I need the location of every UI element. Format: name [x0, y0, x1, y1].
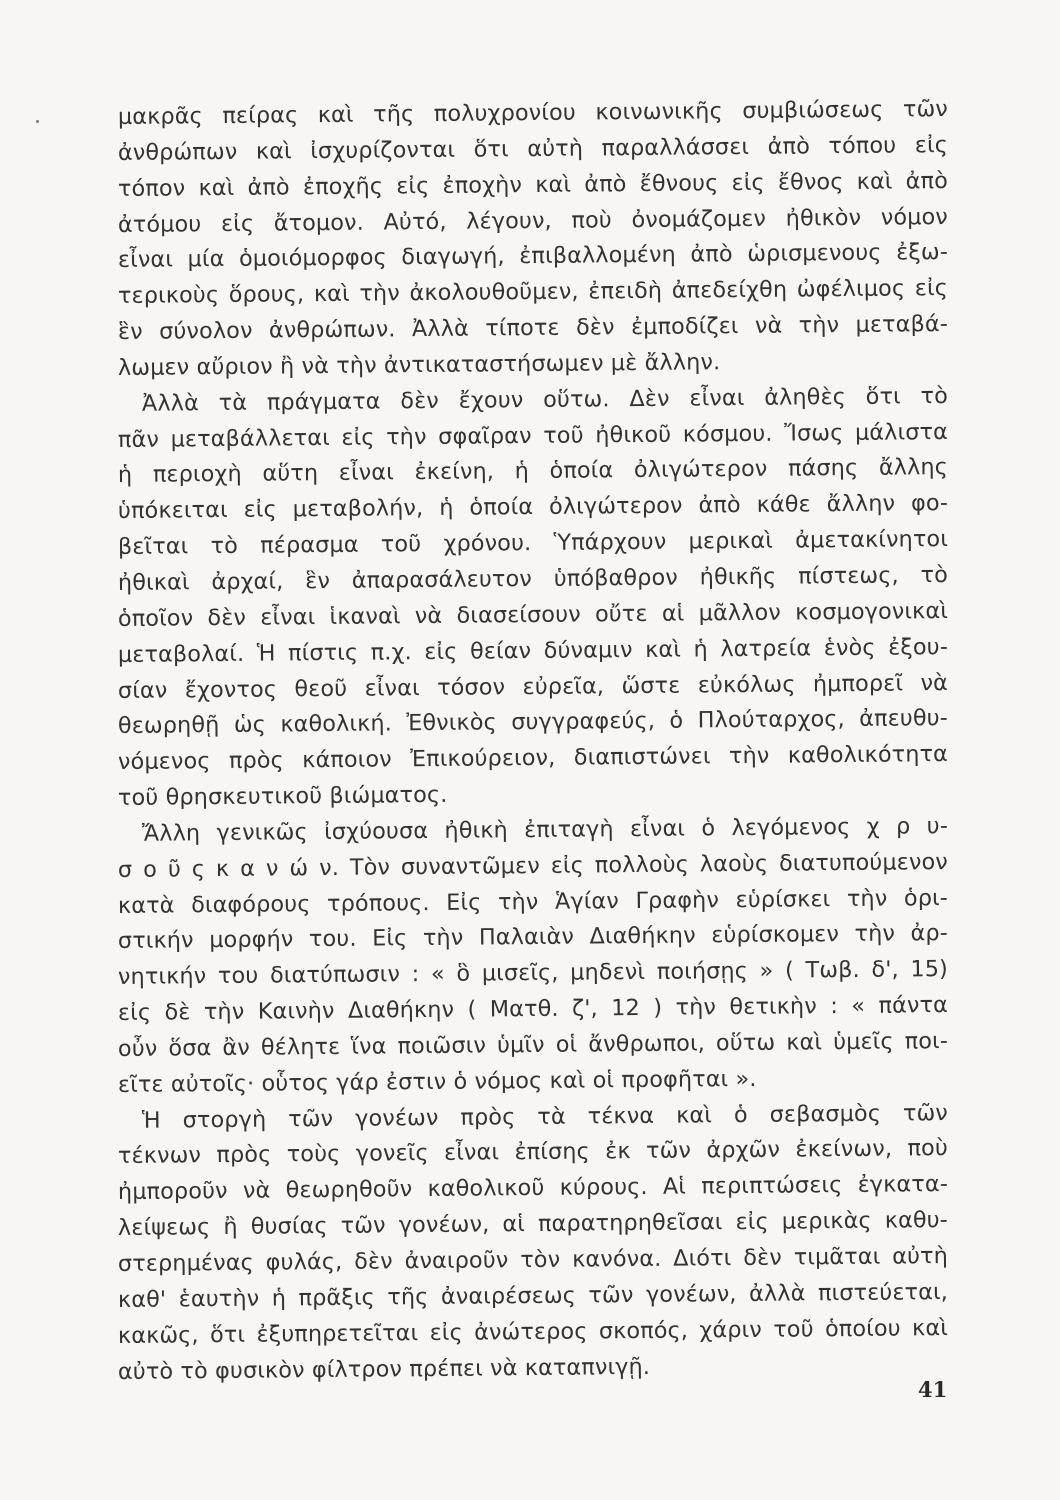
text-line: νητικήν του διατύπωσιν : « ὃ μισεῖς, μηδενὶ ποιήσῃς » ( Τωβ. δ', 15)	[117, 956, 949, 991]
text-line: εἰς δὲ τὴν Καινὴν Διαθήκην ( Ματθ. ζ', 12 ) τὴν θετικὴν : « πάντα	[117, 992, 949, 1027]
text-line: κακῶς, ὅτι ἐξυπηρετεῖται εἰς ἀνώτερος σκοπός, χάριν τοῦ ὁποίου καὶ	[117, 1314, 949, 1349]
text-line: ἀνθρώπων καὶ ἰσχυρίζονται ὅτι αὐτὴ παραλλάσσει ἀπὸ τόπου εἰς	[117, 131, 949, 166]
text-line: ἡ περιοχὴ αὕτη εἶναι ἐκείνη, ἡ ὁποία ὀλιγώτερον πάσης ἄλλης	[117, 454, 949, 489]
text-line: τοῦ θρησκευτικοῦ βιώματος.	[117, 781, 448, 812]
text-line: ἀτόμου εἰς ἄτομον. Αὐτό, λέγουν, ποὺ ὀνομάζομεν ἠθικὸν νόμον	[117, 203, 949, 238]
text-line: πᾶν μεταβάλλεται εἰς τὴν σφαῖραν τοῦ ἠθικοῦ κόσμου. Ἴσως μάλιστα	[117, 418, 949, 453]
text-line: ὑπόκειται εἰς μεταβολήν, ἡ ὁποία ὀλιγώτερον ἀπὸ κάθε ἄλλην φο-	[117, 490, 949, 525]
text-line: Ἡ στοργὴ τῶν γονέων πρὸς τὰ τέκνα καὶ ὁ σεβασμὸς τῶν	[141, 1099, 949, 1134]
text-line: στικήν μορφήν του. Εἰς τὴν Παλαιὰν Διαθήκην εὑρίσκομεν τὴν ἀρ-	[117, 920, 949, 955]
text-line: σ ο ῦ ς κ α ν ώ ν. Τὸν συναντῶμεν εἰς πολλοὺς λαοὺς διατυπούμενον	[117, 848, 949, 883]
text-line: ἠμποροῦν νὰ θεωρηθοῦν καθολικοῦ κύρους. Αἱ περιπτώσεις ἐγκατα-	[117, 1171, 949, 1206]
text-line: λωμεν αὔριον ἢ νὰ τὴν ἀντικαταστήσωμεν μὲ ἄλλην.	[117, 349, 721, 381]
text-line: μεταβολαί. Ἡ πίστις π.χ. εἰς θείαν δύναμιν καὶ ἡ λατρεία ἑνὸς ἐξου-	[117, 633, 949, 668]
text-line: νόμενος πρὸς κάποιον Ἐπικούρειον, διαπιστώνει τὴν καθολικότητα	[117, 741, 949, 776]
text-line: λείψεως ἢ θυσίας τῶν γονέων, αἱ παρατηρηθεῖσαι εἰς μερικὰς καθυ-	[117, 1207, 949, 1242]
text-line: εῖτε αὐτοῖς· οὗτος γάρ ἐστιν ὁ νόμος καὶ οἱ προφῆται ».	[117, 1065, 757, 1098]
text-line: ὁποῖον δὲν εἶναι ἱκαναὶ νὰ διασείσουν οὔτε αἱ μᾶλλον κοσμογονικαὶ	[117, 597, 949, 632]
text-line: καθ' ἑαυτὴν ἡ πρᾶξις τῆς ἀναιρέσεως τῶν γονέων, ἀλλὰ πιστεύεται,	[117, 1278, 949, 1313]
text-line: ἓν σύνολον ἀνθρώπων. Ἀλλὰ τίποτε δὲν ἐμποδίζει νὰ τὴν μεταβά-	[117, 311, 949, 346]
margin-speck	[36, 120, 39, 123]
text-line: Ἀλλὰ τὰ πράγματα δὲν ἔχουν οὕτω. Δὲν εἶναι ἀληθὲς ὅτι τὸ	[141, 382, 949, 417]
text-line: τέκνων πρὸς τοὺς γονεῖς εἶναι ἐπίσης ἐκ τῶν ἀρχῶν ἐκείνων, ποὺ	[117, 1135, 949, 1170]
page-number: 41	[918, 1377, 948, 1402]
text-line: βεῖται τὸ πέρασμα τοῦ χρόνου. Ὑπάρχουν μερικαὶ ἀμετακίνητοι	[117, 526, 949, 561]
body-text	[117, 96, 949, 1390]
text-line: θεωρηθῇ ὡς καθολική. Ἐθνικὸς συγγραφεύς, ὁ Πλούταρχος, ἀπευθυ-	[117, 705, 949, 740]
text-line: κατὰ διαφόρους τρόπους. Εἰς τὴν Ἁγίαν Γραφὴν εὑρίσκει τὴν ὁρι-	[117, 884, 949, 919]
text-line: Ἄλλη γενικῶς ἰσχύουσα ἠθικὴ ἐπιταγὴ εἶναι ὁ λεγόμενος χ ρ υ-	[141, 812, 949, 847]
text-line: εἶναι μία ὁμοιόμορφος διαγωγή, ἐπιβαλλομένη ἀπὸ ὡρισμενους ἐξω-	[117, 239, 949, 274]
text-line: σίαν ἔχοντος θεοῦ εἶναι τόσον εὐρεῖα, ὥστε εὐκόλως ἠμπορεῖ νὰ	[117, 669, 949, 704]
text-line: ἠθικαὶ ἀρχαί, ἓν ἀπαρασάλευτον ὑπόβαθρον ἠθικῆς πίστεως, τὸ	[117, 562, 949, 596]
text-line: οὖν ὅσα ἂν θέλητε ἵνα ποιῶσιν ὑμῖν οἱ ἄνθρωποι, οὕτω καὶ ὑμεῖς ποι-	[117, 1027, 949, 1062]
text-line: τόπον καὶ ἀπὸ ἐποχῆς εἰς ἐποχὴν καὶ ἀπὸ ἔθνους εἰς ἔθνος καὶ ἀπὸ	[117, 167, 949, 202]
text-line: τερικοὺς ὅρους, καὶ τὴν ἀκολουθοῦμεν, ἐπειδὴ ἀπεδείχθη ὠφέλιμος εἰς	[117, 275, 949, 310]
text-line: μακρᾶς πείρας καὶ τῆς πολυχρονίου κοινωνικῆς συμβιώσεως τῶν	[117, 96, 949, 130]
text-line: αὐτὸ τὸ φυσικὸν φίλτρον πρέπει νὰ καταπνιγῇ.	[117, 1353, 651, 1385]
text-line: στερημένας φυλάς, δὲν ἀναιροῦν τὸν κανόνα. Διότι δὲν τιμᾶται αὐτὴ	[117, 1243, 949, 1277]
